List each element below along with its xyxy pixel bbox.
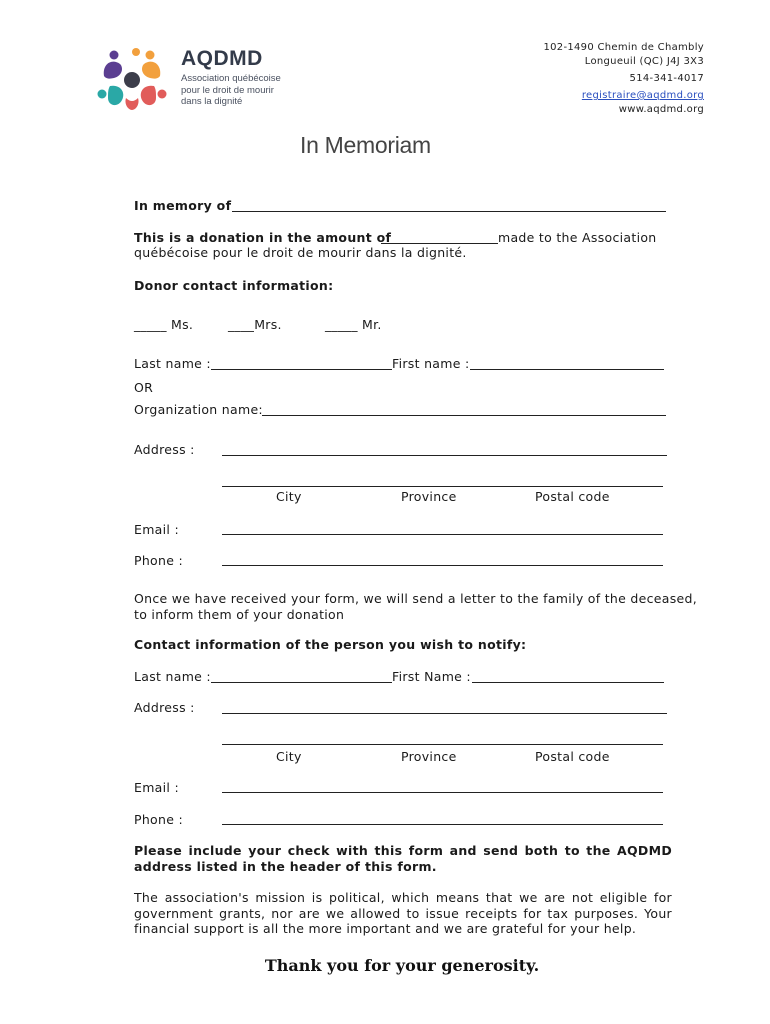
notify-email-field[interactable]: [222, 792, 663, 793]
organization-label: Organization name:: [134, 402, 263, 417]
address-line-1: 102-1490 Chemin de Chambly: [543, 42, 704, 53]
letter-note: Once we have received your form, we will send a letter to the family of the deceased, to inform them of your donation: [134, 591, 698, 622]
org-fullname-line: pour le droit de mourir: [181, 84, 274, 96]
phone-label: Phone :: [134, 553, 184, 568]
page-title: In Memoriam: [300, 132, 431, 158]
website: www.aqdmd.org: [618, 104, 704, 115]
org-fullname-line: dans la dignité: [181, 96, 243, 107]
or-label: OR: [134, 380, 154, 395]
last-name-field[interactable]: [211, 369, 392, 370]
in-memory-of-label: In memory of: [134, 198, 232, 213]
thank-you-message: Thank you for your generosity.: [264, 956, 540, 975]
email-label: Email :: [134, 522, 179, 537]
mission-statement: The association's mission is political, which means that we are not eligible for government grants, nor are we allowed to issue receipts for tax purposes. Your financial support is all the more important and we are grateful for your help.: [134, 890, 672, 936]
notify-province-label: Province: [401, 749, 457, 764]
donation-amount-field[interactable]: [381, 243, 498, 244]
donation-suffix: made to the Association: [498, 230, 657, 245]
org-acronym: AQDMD: [181, 47, 263, 70]
organization-field[interactable]: [262, 415, 666, 416]
postal-code-label: Postal code: [535, 489, 610, 504]
notify-first-name-label: First Name :: [392, 669, 471, 684]
notify-last-name-field[interactable]: [211, 682, 392, 683]
address-line-2: Longueuil (QC) J4J 3X3: [584, 56, 704, 67]
donation-line-2: québécoise pour le droit de mourir dans la dignité.: [134, 245, 467, 260]
notify-phone-field[interactable]: [222, 824, 663, 825]
in-memory-of-field[interactable]: [232, 211, 666, 212]
notify-postal-code-label: Postal code: [535, 749, 610, 764]
notify-heading: Contact information of the person you wish to notify:: [134, 637, 527, 652]
salutation-ms[interactable]: _____ Ms.: [134, 317, 194, 332]
donor-heading: Donor contact information:: [134, 278, 334, 293]
salutation-mrs[interactable]: ____Mrs.: [228, 317, 282, 332]
aqdmd-logo-icon: [96, 46, 168, 114]
city-label: City: [276, 489, 302, 504]
address-field[interactable]: [222, 455, 667, 456]
province-label: Province: [401, 489, 457, 504]
last-name-label: Last name :: [134, 356, 211, 371]
first-name-label: First name :: [392, 356, 470, 371]
notify-address-label: Address :: [134, 700, 195, 715]
logo-center-dot: [124, 72, 140, 88]
email-field[interactable]: [222, 534, 663, 535]
phone-field[interactable]: [222, 565, 663, 566]
notify-email-label: Email :: [134, 780, 179, 795]
org-fullname: [181, 73, 311, 108]
org-fullname-line: Association québécoise: [181, 73, 281, 84]
notify-first-name-field[interactable]: [472, 682, 664, 683]
notify-address-line-2-field[interactable]: [222, 744, 663, 745]
address-line-2-field[interactable]: [222, 486, 663, 487]
email-link[interactable]: registraire@aqdmd.org: [581, 90, 704, 101]
check-instruction: Please include your check with this form and send both to the AQDMD address listed in the header of this form.: [134, 843, 672, 874]
salutation-mr[interactable]: _____ Mr.: [325, 317, 382, 332]
notify-city-label: City: [276, 749, 302, 764]
address-label: Address :: [134, 442, 195, 457]
donation-label: This is a donation in the amount of: [134, 230, 392, 245]
phone-number: 514-341-4017: [629, 73, 704, 84]
first-name-field[interactable]: [470, 369, 664, 370]
notify-address-field[interactable]: [222, 713, 667, 714]
notify-last-name-label: Last name :: [134, 669, 211, 684]
notify-phone-label: Phone :: [134, 812, 184, 827]
